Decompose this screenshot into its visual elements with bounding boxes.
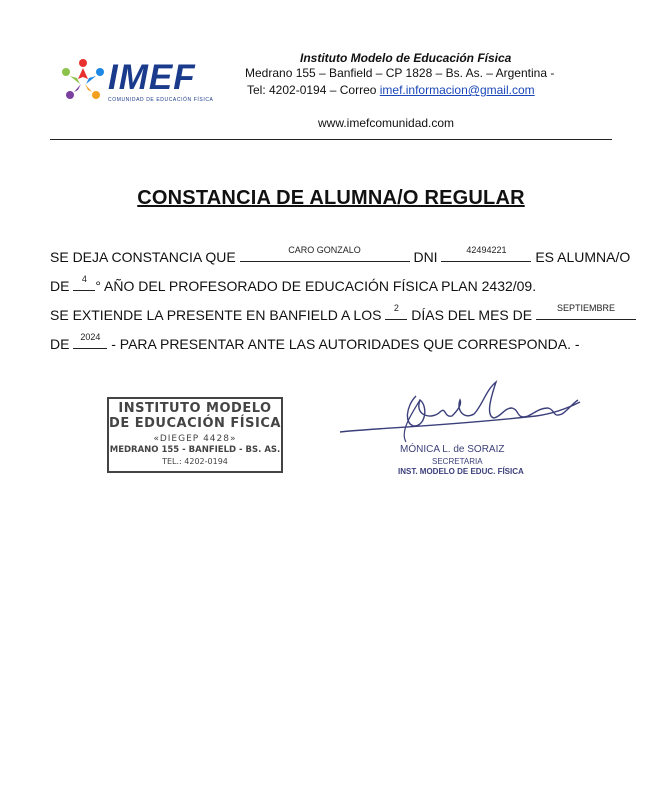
line3-text-b: DÍAS DEL MES DE	[407, 307, 536, 323]
line4-text-a: DE	[50, 336, 74, 352]
dni-field	[441, 247, 531, 262]
year-field	[73, 276, 95, 291]
year-value: 4	[81, 274, 87, 284]
line4-text-b: - PARA PRESENTAR ANTE LAS AUTORIDADES QUE CORRESPONDA. -	[107, 336, 580, 352]
phone-text: Tel: 4202-0194 – Correo	[247, 83, 380, 97]
imef-logo	[58, 57, 258, 107]
student-name-field	[240, 247, 410, 262]
stamp-line-3: «DIEGEP 4428»	[153, 434, 237, 444]
institution-stamp	[107, 397, 283, 473]
handwritten-signature	[336, 376, 586, 446]
month-field	[536, 305, 636, 320]
email-link[interactable]: imef.informacion@gmail.com	[379, 83, 535, 97]
issue-year-field	[73, 334, 107, 349]
issue-year-value: 2024	[80, 332, 101, 342]
stamp-line-2: DE EDUCACIÓN FÍSICA	[109, 416, 281, 431]
statement-line-4	[50, 334, 580, 353]
star-people-logo-icon	[58, 57, 108, 103]
stamp-line-4: MEDRANO 155 - BANFIELD - BS. AS.	[109, 445, 281, 455]
line1-text-c: ES ALUMNA/O	[531, 249, 631, 265]
day-value: 2	[393, 303, 399, 313]
signatory-institution: INST. MODELO DE EDUC. FÍSICA	[398, 467, 524, 476]
month-value: SEPTIEMBRE	[556, 303, 615, 313]
institution-address: Medrano 155 – Banfield – CP 1828 – Bs. As. – Argentina -	[245, 66, 555, 80]
signatory-role: SECRETARIA	[432, 457, 483, 466]
line2-text-a: DE	[50, 278, 74, 294]
line3-text-a: SE EXTIENDE LA PRESENTE EN BANFIELD A LOS	[50, 307, 386, 323]
signatory-name: MÓNICA L. de SORAIZ	[400, 444, 505, 455]
statement-line-1	[50, 247, 630, 266]
statement-line-2	[50, 276, 536, 295]
website-link[interactable]: www.imefcomunidad.com	[318, 116, 455, 130]
statement-line-3	[50, 305, 636, 324]
dni-value: 42494221	[466, 245, 507, 255]
logo-wordmark: IMEF	[108, 58, 196, 97]
student-name-value: CARO GONZALO	[288, 245, 361, 255]
institution-name: Instituto Modelo de Educación Física	[300, 51, 512, 65]
day-field	[385, 305, 407, 320]
line1-text-b: DNI	[409, 249, 442, 265]
stamp-line-5: TEL.: 4202-0194	[162, 457, 228, 466]
line1-text-a: SE DEJA CONSTANCIA QUE	[50, 249, 240, 265]
logo-subtitle: COMUNIDAD DE EDUCACIÓN FÍSICA	[108, 97, 214, 103]
document-title: CONSTANCIA DE ALUMNA/O REGULAR	[137, 187, 525, 209]
header-divider	[50, 139, 612, 140]
line2-text-b: ° AÑO DEL PROFESORADO DE EDUCACIÓN FÍSICA PLAN 2432/09.	[95, 278, 537, 294]
institution-contact	[247, 83, 535, 97]
stamp-line-1: INSTITUTO MODELO	[118, 401, 272, 416]
